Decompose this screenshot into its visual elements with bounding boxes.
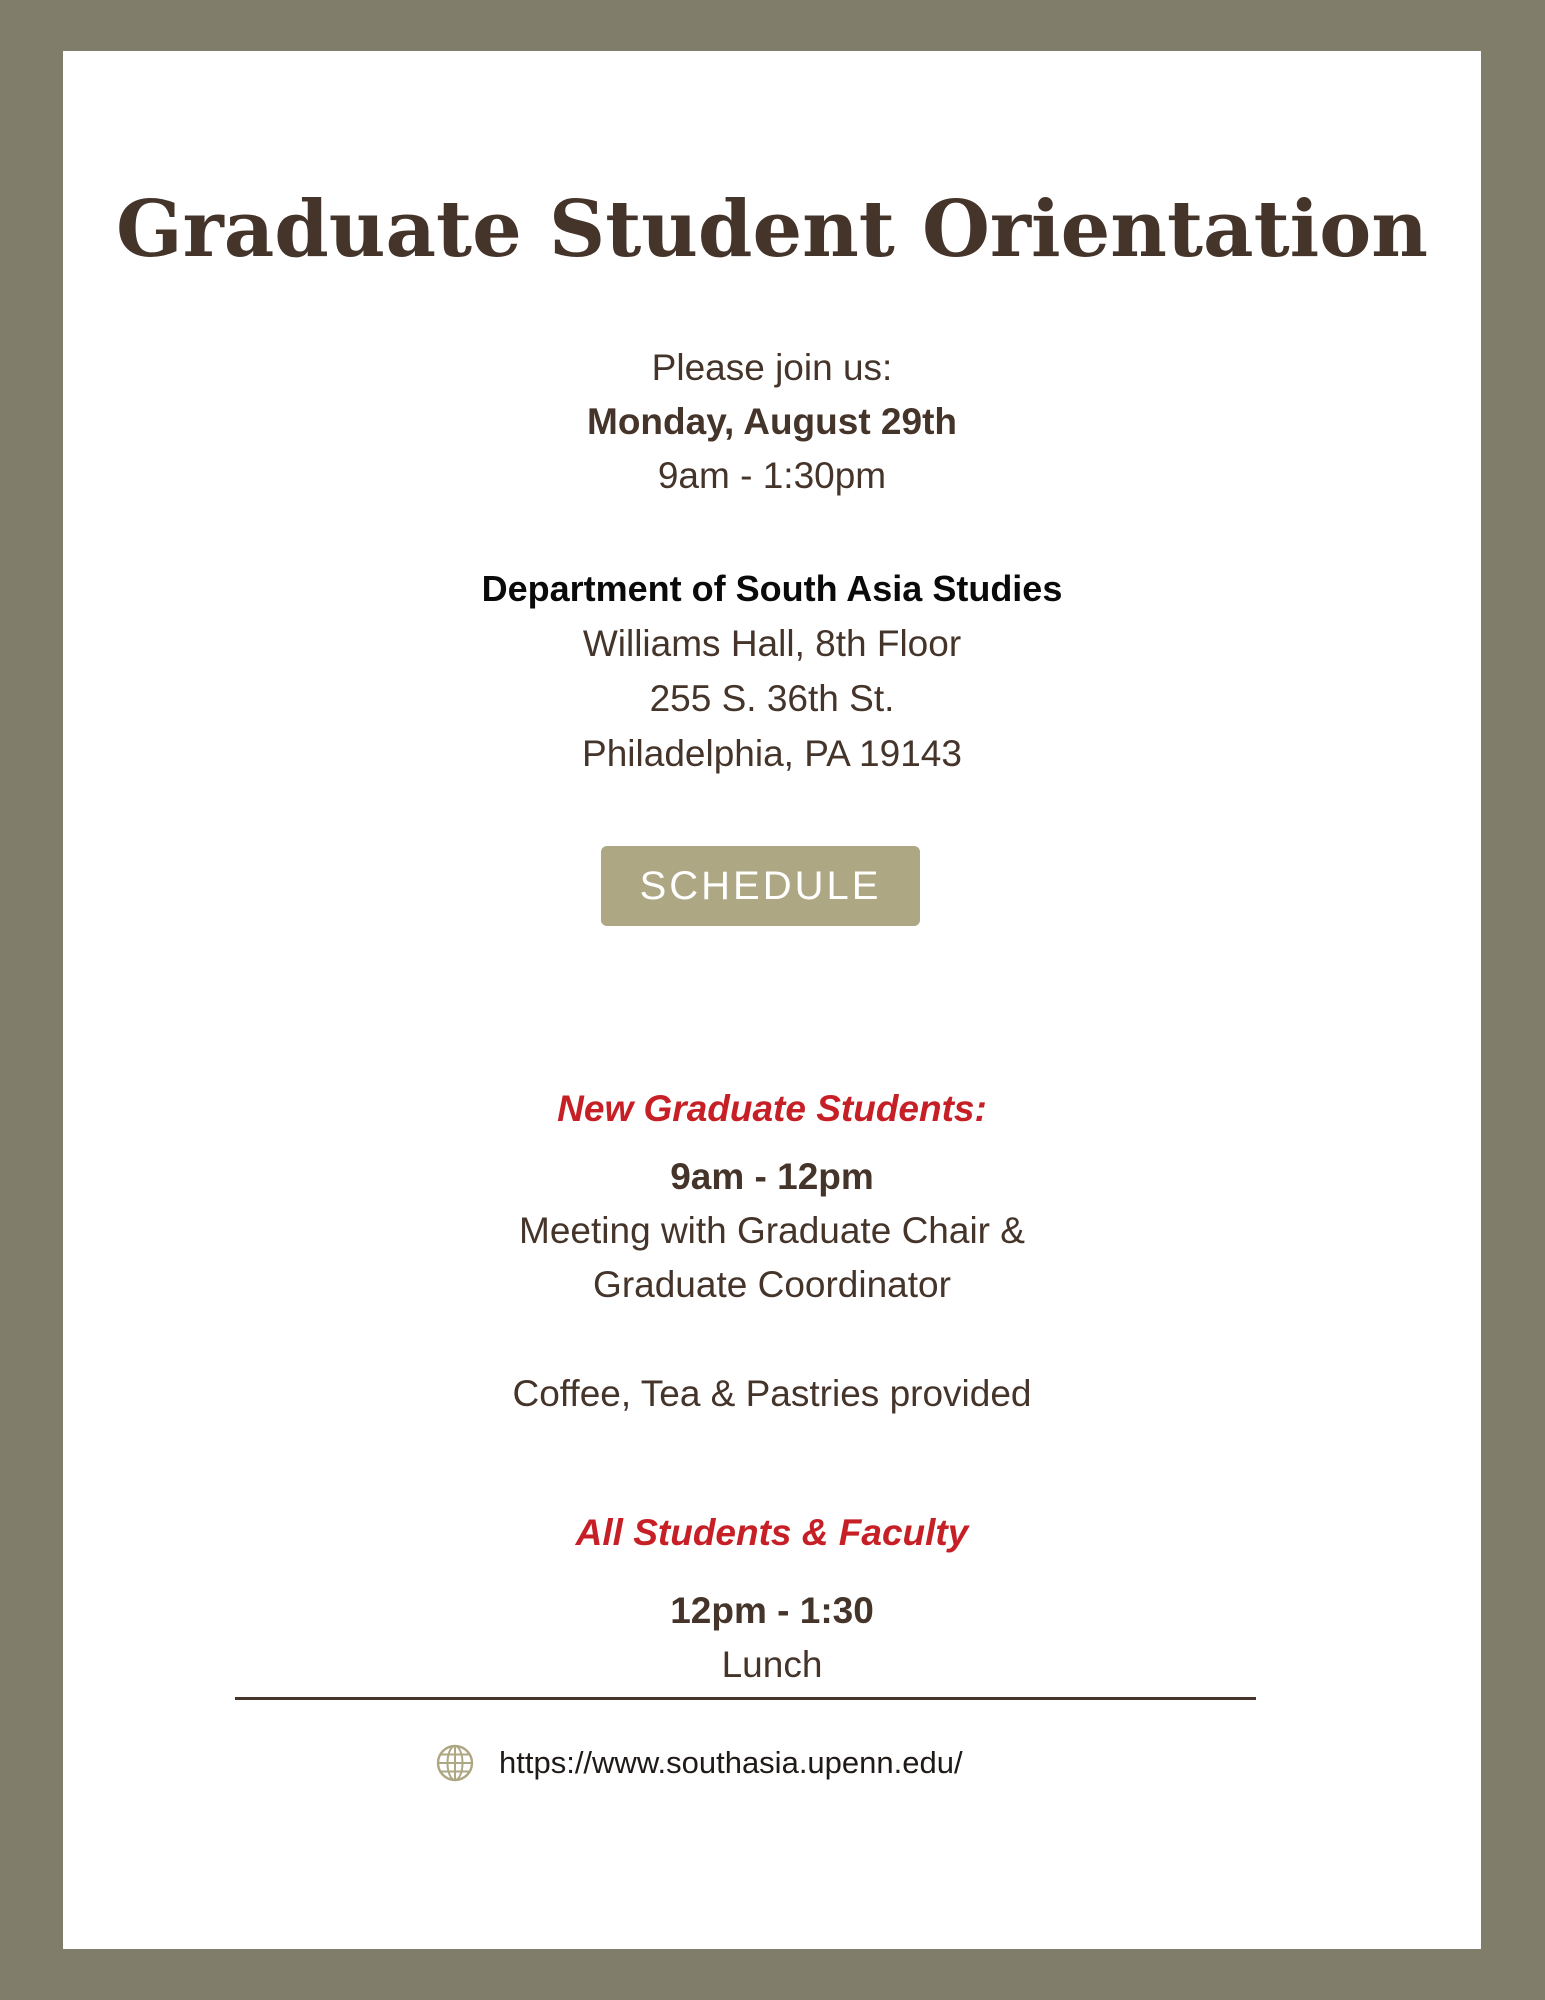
department-name: Department of South Asia Studies: [481, 568, 1063, 609]
session-note: Coffee, Tea & Pastries provided: [512, 1373, 1032, 1414]
website-link[interactable]: https://www.southasia.upenn.edu/: [499, 1745, 963, 1780]
event-time: 9am - 1:30pm: [657, 455, 887, 496]
session-audience: New Graduate Students:: [557, 1088, 987, 1129]
session-audience: All Students & Faculty: [575, 1512, 969, 1553]
session-time: 12pm - 1:30: [670, 1590, 874, 1631]
event-date: Monday, August 29th: [587, 401, 957, 442]
page-title: Graduate Student Orientation: [116, 184, 1428, 275]
footer-divider: [235, 1697, 1256, 1700]
website-row: [435, 1741, 963, 1785]
street-address: 255 S. 36th St.: [649, 678, 895, 719]
session-description: Graduate Coordinator: [593, 1264, 951, 1305]
schedule-label: SCHEDULE: [601, 846, 920, 926]
session-description: Lunch: [721, 1644, 823, 1685]
session-time: 9am - 12pm: [670, 1156, 874, 1197]
flyer-page: [63, 51, 1481, 1949]
session-description: Meeting with Graduate Chair &: [519, 1210, 1025, 1251]
globe-icon: [435, 1743, 475, 1783]
building-address: Williams Hall, 8th Floor: [582, 623, 962, 664]
city-address: Philadelphia, PA 19143: [582, 733, 962, 774]
invite-intro: Please join us:: [651, 347, 893, 388]
